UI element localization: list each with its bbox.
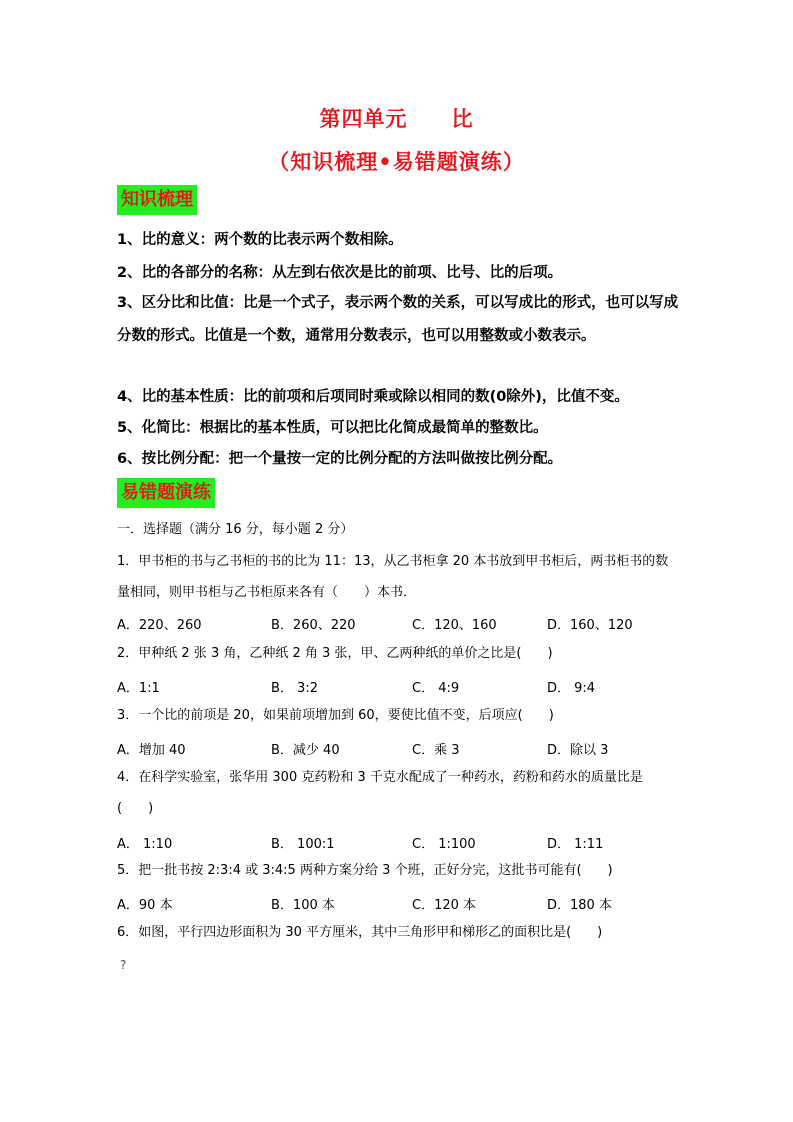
figure-placeholder: ? xyxy=(120,958,127,972)
title-unit: 第四单元 xyxy=(319,106,408,131)
question-1-options xyxy=(117,614,677,638)
option-a: A．90 本 xyxy=(117,898,173,913)
option-a: A． 1:10 xyxy=(117,837,173,852)
option-d: D．160、120 xyxy=(547,618,633,633)
knowledge-point: 6、按比例分配：把一个量按一定的比例分配的方法叫做按比例分配。 xyxy=(117,451,563,467)
option-b: B．减少 40 xyxy=(271,743,340,758)
question-6: 6．如图，平行四边形面积为 30 平方厘米，其中三角形甲和梯形乙的面积比是( ) xyxy=(117,925,603,940)
exercise-section-title: 一．选择题（满分 16 分，每小题 2 分） xyxy=(117,522,354,537)
knowledge-point: 2、比的各部分的名称：从左到右依次是比的前项、比号、比的后项。 xyxy=(117,265,563,281)
knowledge-point: 4、比的基本性质：比的前项和后项同时乘或除以相同的数(0除外)，比值不变。 xyxy=(117,389,629,405)
option-b: B．100 本 xyxy=(271,898,335,913)
knowledge-point: 1、比的意义：两个数的比表示两个数相除。 xyxy=(117,232,403,248)
question-3: 3．一个比的前项是 20，如果前项增加到 60，要使比值不变，后项应( ) xyxy=(117,708,554,723)
question-2-options xyxy=(117,677,677,701)
question-4-options xyxy=(117,833,677,857)
option-a: A．220、260 xyxy=(117,618,202,633)
question-4: 4．在科学实验室，张华用 300 克药粉和 3 千克水配成了一种药水，药粉和药水的质量比是( ) xyxy=(117,770,643,816)
option-b: B．260、220 xyxy=(271,618,356,633)
option-c: C． 1:100 xyxy=(412,837,476,852)
option-a: A．增加 40 xyxy=(117,743,186,758)
question-1: 1．甲书柜的书与乙书柜的书的比为 11：13，从乙书柜拿 20 本书放到甲书柜后，两书柜书的数量相同，则甲书柜与乙书柜原来各有（ ）本书． xyxy=(117,554,669,600)
option-d: D． 1:11 xyxy=(547,837,604,852)
knowledge-heading: 知识梳理 xyxy=(117,185,197,215)
question-2: 2．甲种纸 2 张 3 角，乙种纸 2 角 3 张，甲、乙两种纸的单价之比是( ) xyxy=(117,646,553,661)
option-c: C．120、160 xyxy=(412,618,497,633)
option-d: D．除以 3 xyxy=(547,743,609,758)
page-title xyxy=(0,103,793,133)
knowledge-point: 3、区分比和比值：比是一个式子，表示两个数的关系，可以写成比的形式，也可以写成分数的形式。比值是一个数，通常用分数表示，也可以用整数或小数表示。 xyxy=(117,295,679,344)
option-b: B． 100:1 xyxy=(271,837,335,852)
option-c: C．120 本 xyxy=(412,898,477,913)
question-5-options xyxy=(117,894,677,918)
option-c: C． 4:9 xyxy=(412,681,460,696)
option-b: B． 3:2 xyxy=(271,681,318,696)
option-d: D．180 本 xyxy=(547,898,612,913)
option-a: A．1:1 xyxy=(117,681,160,696)
page-subtitle: （知识梳理•易错题演练） xyxy=(268,149,525,174)
question-3-options xyxy=(117,739,677,763)
option-c: C．乘 3 xyxy=(412,743,460,758)
title-topic: 比 xyxy=(451,106,474,131)
question-5: 5．把一批书按 2:3:4 或 3:4:5 两种方案分给 3 个班，正好分完，这批书可能有( ) xyxy=(117,863,613,878)
knowledge-point: 5、化简比：根据比的基本性质，可以把比化简成最简单的整数比。 xyxy=(117,420,548,436)
option-d: D． 9:4 xyxy=(547,681,596,696)
practice-heading: 易错题演练 xyxy=(117,478,215,508)
